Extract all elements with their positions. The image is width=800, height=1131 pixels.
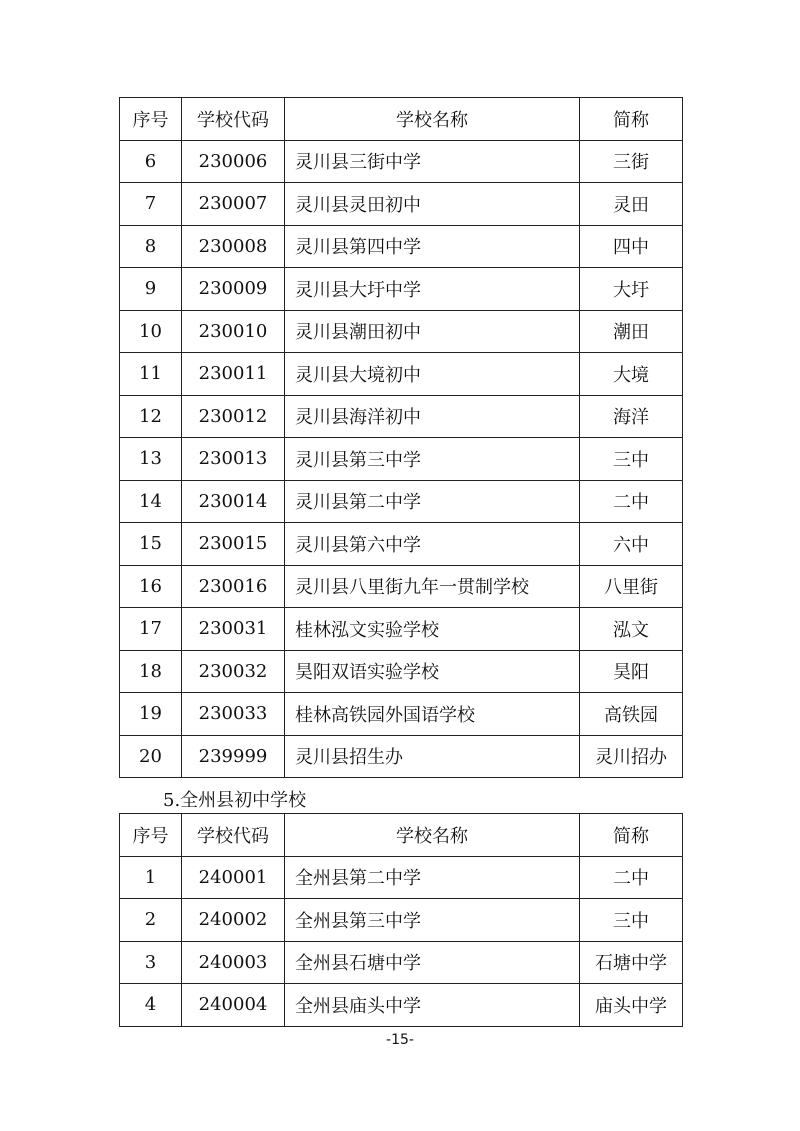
cell-code: 230032 [182,650,285,693]
cell-abbr: 石塘中学 [580,941,683,984]
header-no: 序号 [120,814,182,857]
header-name: 学校名称 [285,98,580,141]
cell-abbr: 海洋 [580,395,683,438]
cell-code: 230016 [182,565,285,608]
cell-name: 灵川县第三中学 [285,438,580,481]
cell-no: 8 [120,225,182,268]
header-no: 序号 [120,98,182,141]
cell-name: 灵川县第六中学 [285,523,580,566]
table-row [120,565,683,608]
cell-no: 11 [120,353,182,396]
cell-no: 12 [120,395,182,438]
cell-code: 230010 [182,310,285,353]
cell-code: 230009 [182,268,285,311]
cell-name: 灵川县招生办 [285,735,580,778]
cell-no: 3 [120,941,182,984]
cell-no: 20 [120,735,182,778]
header-name: 学校名称 [285,814,580,857]
cell-no: 1 [120,856,182,899]
cell-no: 13 [120,438,182,481]
cell-no: 9 [120,268,182,311]
table-row [120,183,683,226]
cell-abbr: 泓文 [580,608,683,651]
cell-name: 灵川县大圩中学 [285,268,580,311]
header-code: 学校代码 [182,98,285,141]
cell-abbr: 六中 [580,523,683,566]
cell-code: 230012 [182,395,285,438]
table-row [120,984,683,1027]
cell-name: 灵川县八里街九年一贯制学校 [285,565,580,608]
cell-name: 灵川县第四中学 [285,225,580,268]
cell-name: 昊阳双语实验学校 [285,650,580,693]
cell-abbr: 八里街 [580,565,683,608]
cell-code: 230015 [182,523,285,566]
cell-code: 230033 [182,693,285,736]
cell-no: 6 [120,140,182,183]
table-row [120,140,683,183]
table-header-row [120,98,683,141]
cell-name: 灵川县三街中学 [285,140,580,183]
table-row [120,438,683,481]
cell-code: 230008 [182,225,285,268]
cell-abbr: 昊阳 [580,650,683,693]
cell-code: 230006 [182,140,285,183]
table-row [120,856,683,899]
cell-no: 16 [120,565,182,608]
table-row [120,395,683,438]
cell-code: 230031 [182,608,285,651]
cell-abbr: 三街 [580,140,683,183]
cell-name: 全州县第三中学 [285,899,580,942]
cell-abbr: 高铁园 [580,693,683,736]
cell-abbr: 大圩 [580,268,683,311]
cell-abbr: 二中 [580,856,683,899]
cell-name: 灵川县大境初中 [285,353,580,396]
cell-name: 全州县第二中学 [285,856,580,899]
cell-name: 灵川县灵田初中 [285,183,580,226]
table-row [120,225,683,268]
cell-name: 桂林泓文实验学校 [285,608,580,651]
school-table-lingchuan [119,97,683,778]
cell-abbr: 灵田 [580,183,683,226]
table-row [120,523,683,566]
cell-no: 2 [120,899,182,942]
table-row [120,899,683,942]
cell-no: 10 [120,310,182,353]
header-code: 学校代码 [182,814,285,857]
cell-code: 230011 [182,353,285,396]
table-row [120,353,683,396]
table-row [120,268,683,311]
table-row [120,650,683,693]
header-abbr: 简称 [580,814,683,857]
cell-no: 17 [120,608,182,651]
cell-name: 灵川县潮田初中 [285,310,580,353]
cell-code: 230013 [182,438,285,481]
cell-no: 15 [120,523,182,566]
table-row [120,310,683,353]
cell-no: 18 [120,650,182,693]
cell-code: 240001 [182,856,285,899]
cell-abbr: 二中 [580,480,683,523]
cell-abbr: 灵川招办 [580,735,683,778]
cell-abbr: 大境 [580,353,683,396]
table-row [120,735,683,778]
cell-name: 桂林高铁园外国语学校 [285,693,580,736]
cell-code: 230014 [182,480,285,523]
cell-no: 7 [120,183,182,226]
cell-no: 19 [120,693,182,736]
cell-no: 14 [120,480,182,523]
cell-code: 239999 [182,735,285,778]
cell-name: 灵川县海洋初中 [285,395,580,438]
cell-code: 240004 [182,984,285,1027]
cell-abbr: 四中 [580,225,683,268]
cell-code: 240002 [182,899,285,942]
table-row [120,608,683,651]
cell-name: 全州县庙头中学 [285,984,580,1027]
cell-name: 全州县石塘中学 [285,941,580,984]
cell-abbr: 三中 [580,899,683,942]
cell-no: 4 [120,984,182,1027]
cell-code: 230007 [182,183,285,226]
cell-name: 灵川县第二中学 [285,480,580,523]
table-row [120,480,683,523]
cell-abbr: 庙头中学 [580,984,683,1027]
table-row [120,941,683,984]
table-row [120,693,683,736]
page-number: -15- [386,1032,414,1048]
cell-abbr: 三中 [580,438,683,481]
header-abbr: 简称 [580,98,683,141]
table-header-row [120,814,683,857]
section-title: 5.全州县初中学校 [163,790,307,811]
school-table-quanzhou [119,813,683,1027]
cell-code: 240003 [182,941,285,984]
cell-abbr: 潮田 [580,310,683,353]
